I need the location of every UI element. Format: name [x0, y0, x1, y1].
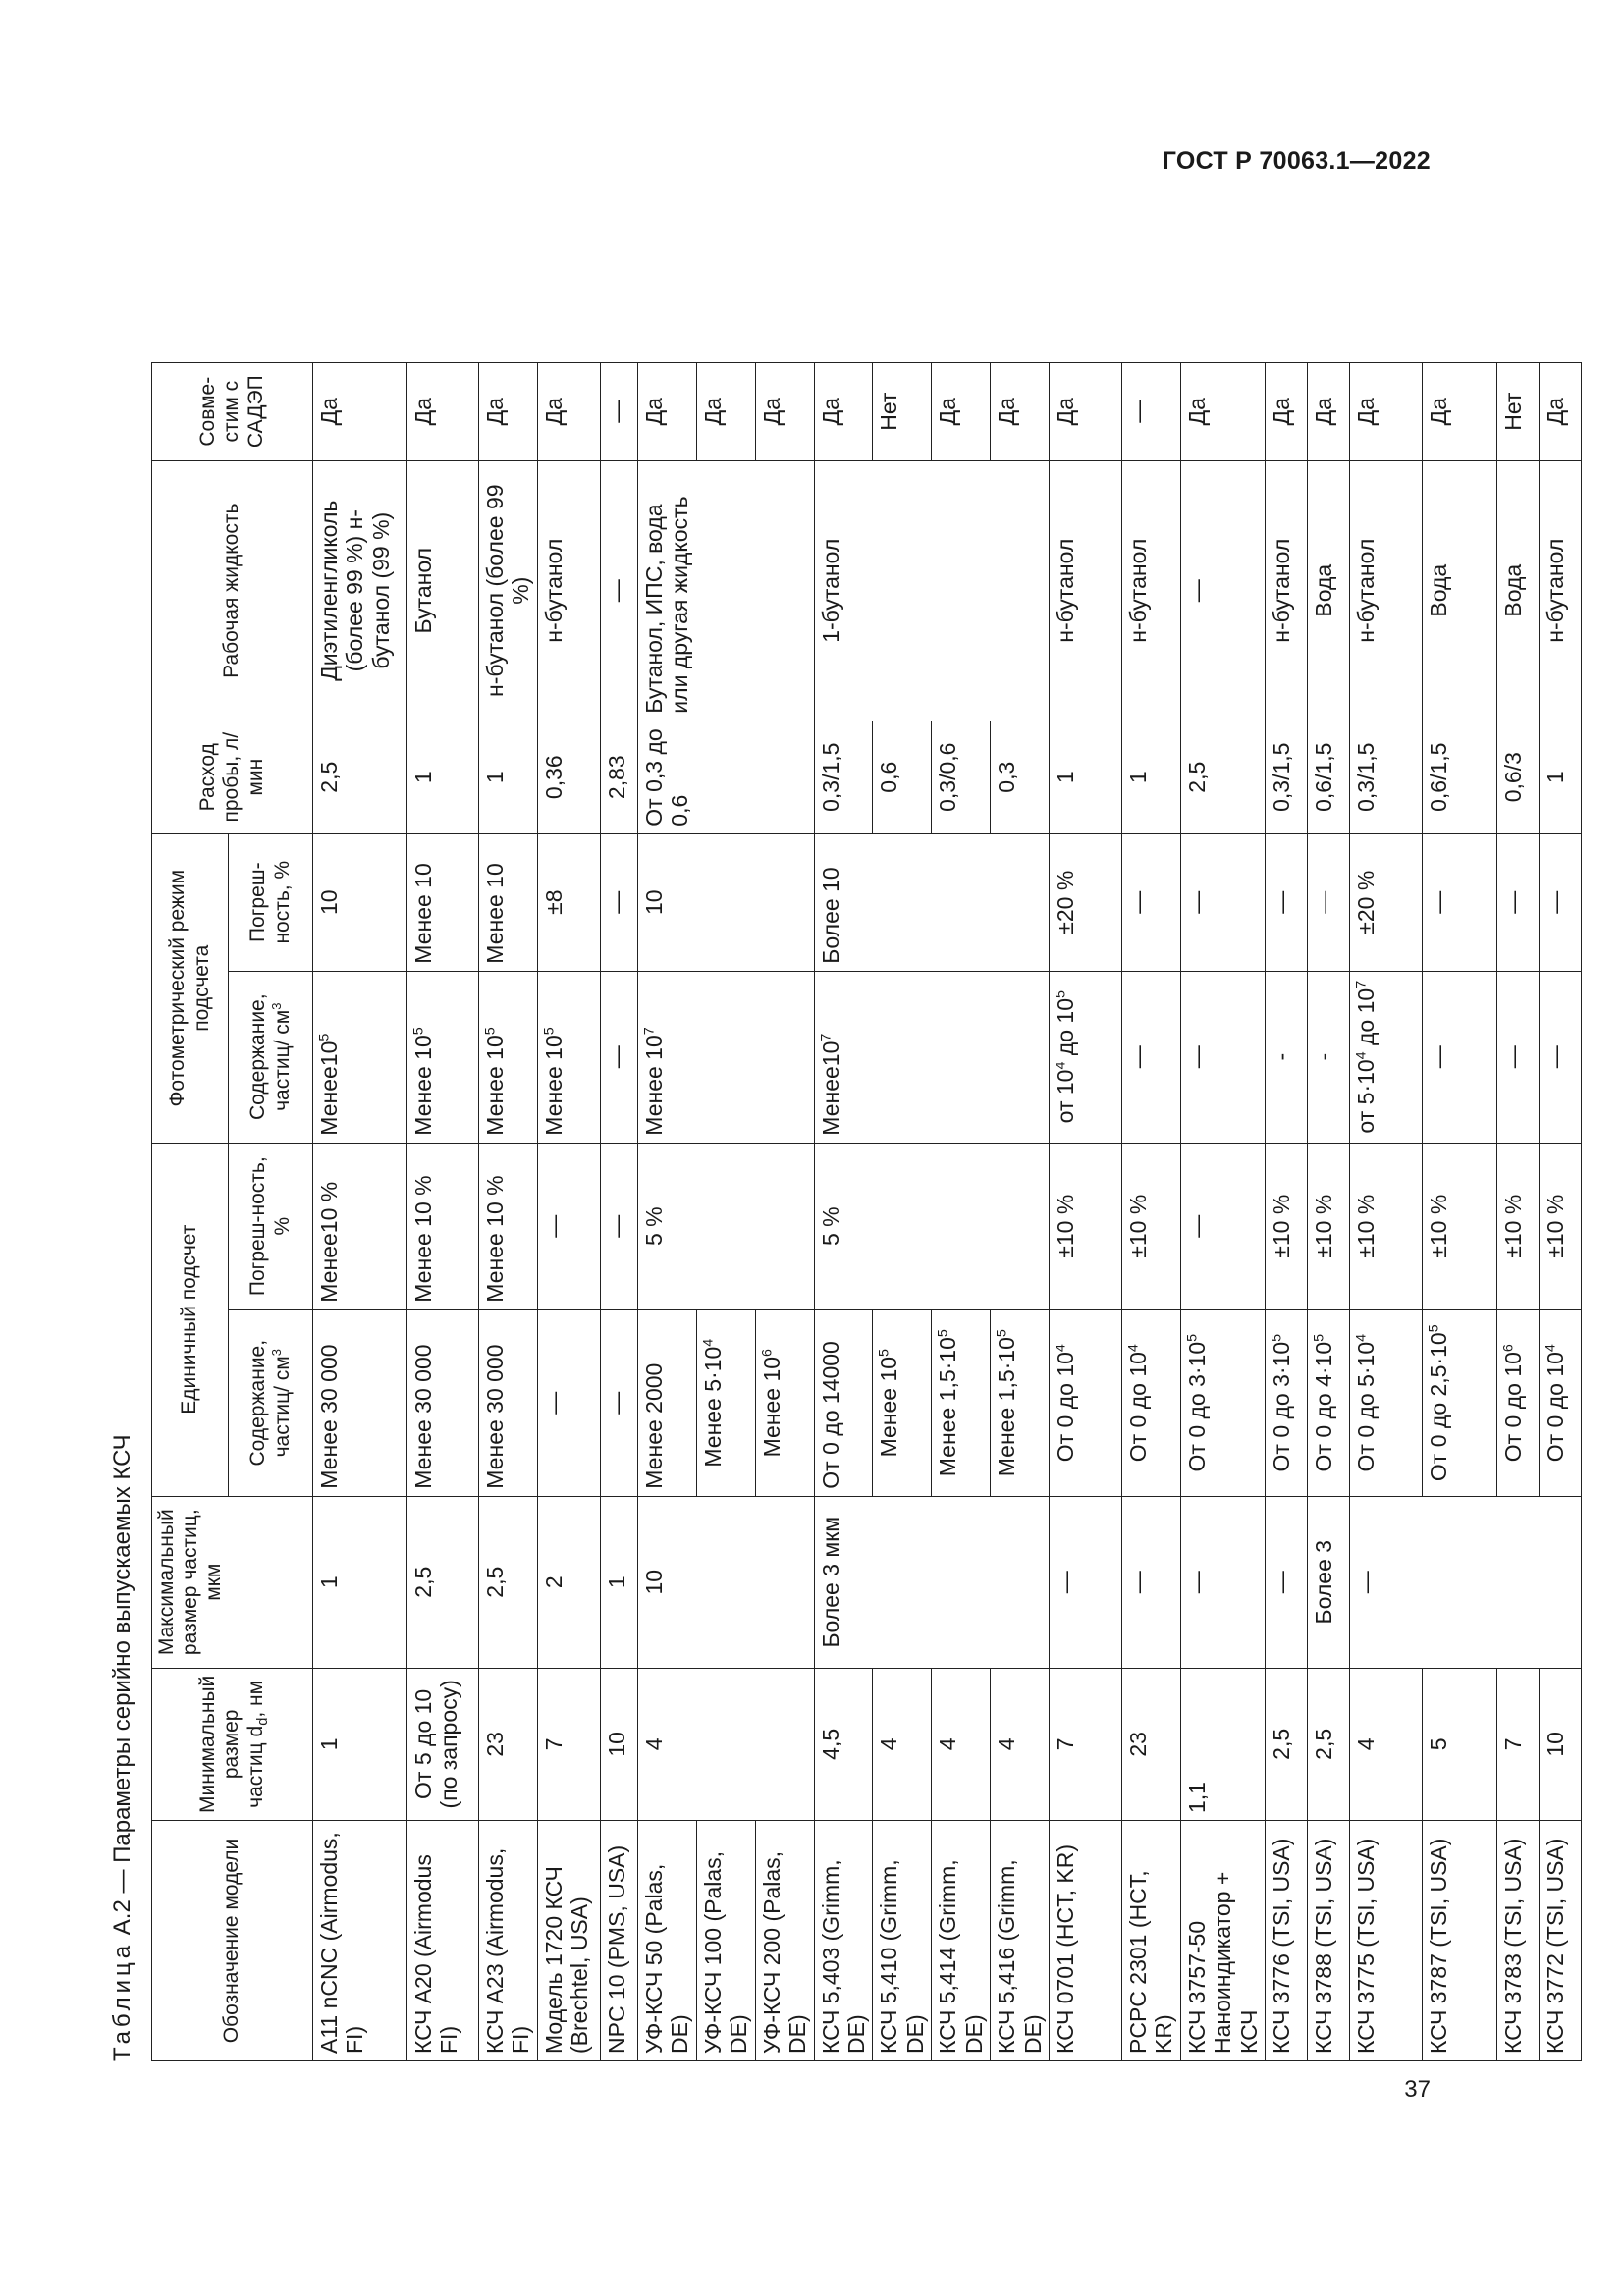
caption-text: А.2 — Параметры серийно выпускаемых КСЧ	[109, 1434, 135, 1936]
min-size-cell: 4	[873, 1668, 932, 1820]
photo-content-cell: —	[600, 971, 637, 1143]
single-error-cell: 5 %	[814, 1143, 1050, 1309]
max-size-cell: —	[1350, 1496, 1582, 1668]
fluid-cell: н-бутанол	[1266, 460, 1308, 721]
model-cell: УФ-КСЧ 200 (Palas, DE)	[755, 1821, 814, 2061]
table-row	[313, 362, 407, 2060]
model-cell: PCPC 2301 (HCT, KR)	[1122, 1821, 1181, 2061]
min-size-cell: 4,5	[814, 1668, 873, 1820]
min-size-cell: 10	[1540, 1668, 1582, 1820]
fluid-cell: Бутанол	[407, 460, 479, 721]
photo-error-cell: Менее 10	[407, 833, 479, 971]
min-size-cell: 4	[991, 1668, 1050, 1820]
min-size-cell: 7	[537, 1668, 600, 1820]
flow-cell: 1	[1050, 721, 1122, 833]
photo-error-cell: —	[1540, 833, 1582, 971]
single-content-cell: От 0 до $10^4$	[1050, 1309, 1122, 1496]
photo-error-cell: —	[1497, 833, 1540, 971]
single-content-cell: Менее $10^5$	[873, 1309, 932, 1496]
flow-cell: 1	[479, 721, 538, 833]
compat-cell: —	[1122, 362, 1181, 460]
single-content-cell: От 0 до $4\cdot 10^5$	[1308, 1309, 1350, 1496]
single-error-cell: —	[1180, 1143, 1265, 1309]
min-size-cell: 4	[1350, 1668, 1423, 1820]
header-max-size: Максимальный размер частиц, мкм	[152, 1496, 313, 1668]
table-row	[1540, 362, 1582, 2060]
flow-cell: 2,83	[600, 721, 637, 833]
single-error-cell: ±10 %	[1122, 1143, 1181, 1309]
max-size-cell: 1	[313, 1496, 407, 1668]
rotated-table-region	[108, 216, 1569, 2061]
compat-cell: Да	[932, 362, 991, 460]
model-cell: КСЧ 0701 (HCT, KR)	[1050, 1821, 1122, 2061]
photo-content-cell: $Менее10^5$	[313, 971, 407, 1143]
model-cell: КСЧ А20 (Airmodus FI)	[407, 1821, 479, 2061]
max-size-cell: 2	[537, 1496, 600, 1668]
single-content-cell: —	[537, 1309, 600, 1496]
compat-cell: Да	[313, 362, 407, 460]
photo-error-cell: Более 10	[814, 833, 1050, 971]
compat-cell: Да	[537, 362, 600, 460]
single-content-cell: От 0 до 14000	[814, 1309, 873, 1496]
header-single-count: Единичный подсчет	[152, 1143, 229, 1496]
min-size-cell: 1,1	[1180, 1668, 1265, 1820]
compat-cell: Да	[407, 362, 479, 460]
fluid-cell: Вода	[1497, 460, 1540, 721]
table-row	[1122, 362, 1181, 2060]
single-content-cell: Менее $10^6$	[755, 1309, 814, 1496]
fluid-cell: н-бутанол	[1050, 460, 1122, 721]
fluid-cell: Вода	[1423, 460, 1497, 721]
compat-cell: Да	[991, 362, 1050, 460]
flow-cell: От 0,3 до 0,6	[637, 721, 814, 833]
single-content-cell: Менее 2000	[637, 1309, 696, 1496]
photo-content-cell: Менее $10^7$	[637, 971, 814, 1143]
compat-cell: Нет	[1497, 362, 1540, 460]
max-size-cell: 2,5	[479, 1496, 538, 1668]
single-content-cell: Менее 30 000	[407, 1309, 479, 1496]
model-cell: КСЧ 5,416 (Grimm, DE)	[991, 1821, 1050, 2061]
photo-error-cell: —	[1122, 833, 1181, 971]
min-size-cell: 5	[1423, 1668, 1497, 1820]
min-size-cell: 2,5	[1266, 1668, 1308, 1820]
single-content-cell: Менее 30 000	[313, 1309, 407, 1496]
single-error-cell: ±10 %	[1350, 1143, 1423, 1309]
single-content-cell: От 0 до $5\cdot 10^4$	[1350, 1309, 1423, 1496]
single-content-cell: От 0 до $10^4$	[1540, 1309, 1582, 1496]
header-single-error: Погреш-ность, %	[229, 1143, 313, 1309]
photo-error-cell: Менее 10	[479, 833, 538, 971]
fluid-cell: н-бутанол (более 99 %)	[479, 460, 538, 721]
photo-error-cell: —	[1180, 833, 1265, 971]
min-size-cell: 7	[1497, 1668, 1540, 1820]
header-row-1	[152, 362, 229, 2060]
max-size-cell: —	[1180, 1496, 1265, 1668]
single-error-cell: ±10 %	[1308, 1143, 1350, 1309]
header-compat: Совме-стим с САДЭП	[152, 362, 313, 460]
fluid-cell: н-бутанол	[537, 460, 600, 721]
max-size-cell: 10	[637, 1496, 814, 1668]
photo-content-cell: $Менее10^7$	[814, 971, 1050, 1143]
photo-content-cell: -	[1308, 971, 1350, 1143]
table-row	[1497, 362, 1540, 2060]
table-row	[537, 362, 600, 2060]
compat-cell: Нет	[873, 362, 932, 460]
model-cell: КСЧ 5,414 (Grimm, DE)	[932, 1821, 991, 2061]
single-error-cell: Менее 10 %	[479, 1143, 538, 1309]
min-size-cell: 2,5	[1308, 1668, 1350, 1820]
table-row	[1308, 362, 1350, 2060]
model-cell: КСЧ 5,403 (Grimm, DE)	[814, 1821, 873, 2061]
model-cell: КСЧ 3772 (TSI, USA)	[1540, 1821, 1582, 2061]
flow-cell: 1	[1540, 721, 1582, 833]
photo-content-cell: Менее $10^5$	[479, 971, 538, 1143]
flow-cell: 0,3/1,5	[1266, 721, 1308, 833]
compat-cell: Да	[1180, 362, 1265, 460]
compat-cell: Да	[1266, 362, 1308, 460]
compat-cell: Да	[1050, 362, 1122, 460]
single-content-cell: Менее $1,5\cdot 10^5$	[932, 1309, 991, 1496]
photo-content-cell: -	[1266, 971, 1308, 1143]
compat-cell: Да	[1350, 362, 1423, 460]
table-row	[600, 362, 637, 2060]
model-cell: Модель 1720 КСЧ (Brechtel, USA)	[537, 1821, 600, 2061]
flow-cell: 0,3/1,5	[814, 721, 873, 833]
header-photometric: Фотометрический режим подсчета	[152, 833, 229, 1143]
flow-cell: 0,6/3	[1497, 721, 1540, 833]
max-size-cell: 2,5	[407, 1496, 479, 1668]
single-error-cell: —	[537, 1143, 600, 1309]
compat-cell: Да	[1540, 362, 1582, 460]
table-row	[637, 362, 696, 2060]
single-error-cell: Менее 10 %	[407, 1143, 479, 1309]
single-content-cell: От 0 до $3\cdot 10^5$	[1180, 1309, 1265, 1496]
caption-label: Таблица	[109, 1941, 135, 2061]
table-row	[1266, 362, 1308, 2060]
photo-error-cell: —	[1423, 833, 1497, 971]
parameters-table	[151, 362, 1582, 2061]
min-size-cell: 23	[479, 1668, 538, 1820]
flow-cell: 0,6/1,5	[1308, 721, 1350, 833]
model-cell: КСЧ 3788 (TSI, USA)	[1308, 1821, 1350, 2061]
fluid-cell: Бутанол, ИПС, вода или другая жидкость	[637, 460, 814, 721]
single-content-cell: От 0 до $2,5\cdot 10^5$	[1423, 1309, 1497, 1496]
single-error-cell: —	[600, 1143, 637, 1309]
single-content-cell: От 0 до $10^4$	[1122, 1309, 1181, 1496]
flow-cell: 1	[1122, 721, 1181, 833]
fluid-cell: Диэтиленгликоль (более 99 %) н-бутанол (99 %)	[313, 460, 407, 721]
photo-content-cell: от $10^4$ до $10^5$	[1050, 971, 1122, 1143]
compat-cell: Да	[637, 362, 696, 460]
photo-content-cell: —	[1122, 971, 1181, 1143]
photo-error-cell: 10	[313, 833, 407, 971]
table-row	[1423, 362, 1497, 2060]
table-row	[814, 362, 873, 2060]
photo-content-cell: —	[1540, 971, 1582, 1143]
compat-cell: Да	[755, 362, 814, 460]
header-min-size: Минимальный размер частиц $d_d$, нм	[152, 1668, 313, 1820]
header-model: Обозначение модели	[152, 1821, 313, 2061]
table-row	[1350, 362, 1423, 2060]
flow-cell: 0,6	[873, 721, 932, 833]
header-photo-error: Погреш-ность, %	[229, 833, 313, 971]
flow-cell: 0,3/1,5	[1350, 721, 1423, 833]
single-error-cell: ±10 %	[1423, 1143, 1497, 1309]
min-size-cell: 1	[313, 1668, 407, 1820]
flow-cell: 2,5	[1180, 721, 1265, 833]
header-photo-content: Содержание, частиц/ $см^3$	[229, 971, 313, 1143]
single-error-cell: ±10 %	[1050, 1143, 1122, 1309]
single-error-cell: Менее10 %	[313, 1143, 407, 1309]
flow-cell: 0,36	[537, 721, 600, 833]
model-cell: КСЧ 3775 (TSI, USA)	[1350, 1821, 1423, 2061]
max-size-cell: —	[1266, 1496, 1308, 1668]
model-cell: КСЧ 3757-50 Наноиндикатор + КСЧ	[1180, 1821, 1265, 2061]
document-id: ГОСТ Р 70063.1—2022	[1162, 147, 1431, 175]
photo-error-cell: 10	[637, 833, 814, 971]
single-content-cell: От 0 до $10^6$	[1497, 1309, 1540, 1496]
single-content-cell: От 0 до $3\cdot 10^5$	[1266, 1309, 1308, 1496]
fluid-cell: —	[1180, 460, 1265, 721]
single-error-cell: ±10 %	[1540, 1143, 1582, 1309]
single-content-cell: Менее 30 000	[479, 1309, 538, 1496]
min-size-cell: 4	[932, 1668, 991, 1820]
fluid-cell: —	[600, 460, 637, 721]
compat-cell: —	[600, 362, 637, 460]
fluid-cell: Вода	[1308, 460, 1350, 721]
page-number: 37	[1404, 2076, 1431, 2103]
photo-error-cell: ±20 %	[1350, 833, 1423, 971]
photo-content-cell: от $5\cdot 10^4$ до $10^7$	[1350, 971, 1423, 1143]
header-flow: Расход пробы, л/мин	[152, 721, 313, 833]
photo-content-cell: —	[1180, 971, 1265, 1143]
photo-content-cell: Менее $10^5$	[407, 971, 479, 1143]
table-row	[1180, 362, 1265, 2060]
max-size-cell: 1	[600, 1496, 637, 1668]
model-cell: NPC 10 (PMS, USA)	[600, 1821, 637, 2061]
min-size-cell: 23	[1122, 1668, 1181, 1820]
flow-cell: 0,3/0,6	[932, 721, 991, 833]
model-cell: КСЧ 3783 (TSI, USA)	[1497, 1821, 1540, 2061]
flow-cell: 0,6/1,5	[1423, 721, 1497, 833]
single-content-cell: Менее $5\cdot 10^4$	[696, 1309, 755, 1496]
single-error-cell: ±10 %	[1497, 1143, 1540, 1309]
photo-content-cell: —	[1497, 971, 1540, 1143]
model-cell: УФ-КСЧ 100 (Palas, DE)	[696, 1821, 755, 2061]
compat-cell: Да	[814, 362, 873, 460]
fluid-cell: н-бутанол	[1122, 460, 1181, 721]
compat-cell: Да	[1308, 362, 1350, 460]
header-fluid: Рабочая жидкость	[152, 460, 313, 721]
table-caption	[108, 1434, 137, 2061]
single-content-cell: Менее $1,5\cdot 10^5$	[991, 1309, 1050, 1496]
model-cell: КСЧ А23 (Airmodus, FI)	[479, 1821, 538, 2061]
table-row	[1050, 362, 1122, 2060]
min-size-cell: От 5 до 10 (по запросу)	[407, 1668, 479, 1820]
table-row	[479, 362, 538, 2060]
header-single-content: Содержание, частиц/ $см^3$	[229, 1309, 313, 1496]
fluid-cell: н-бутанол	[1350, 460, 1423, 721]
photo-error-cell: —	[600, 833, 637, 971]
min-size-cell: 10	[600, 1668, 637, 1820]
single-content-cell: —	[600, 1309, 637, 1496]
max-size-cell: Более 3 мкм	[814, 1496, 1050, 1668]
photo-content-cell: Менее $10^5$	[537, 971, 600, 1143]
model-cell: КСЧ 5,410 (Grimm, DE)	[873, 1821, 932, 2061]
model-cell: А11 nCNC (Airmodus, FI)	[313, 1821, 407, 2061]
flow-cell: 2,5	[313, 721, 407, 833]
model-cell: УФ-КСЧ 50 (Palas, DE)	[637, 1821, 696, 2061]
fluid-cell: н-бутанол	[1540, 460, 1582, 721]
flow-cell: 1	[407, 721, 479, 833]
model-cell: КСЧ 3787 (TSI, USA)	[1423, 1821, 1497, 2061]
table-row	[407, 362, 479, 2060]
max-size-cell: Более 3	[1308, 1496, 1350, 1668]
compat-cell: Да	[479, 362, 538, 460]
single-error-cell: ±10 %	[1266, 1143, 1308, 1309]
min-size-cell: 7	[1050, 1668, 1122, 1820]
photo-content-cell: —	[1423, 971, 1497, 1143]
model-cell: КСЧ 3776 (TSI, USA)	[1266, 1821, 1308, 2061]
photo-error-cell: ±20 %	[1050, 833, 1122, 971]
single-error-cell: 5 %	[637, 1143, 814, 1309]
max-size-cell: —	[1050, 1496, 1122, 1668]
min-size-cell: 4	[637, 1668, 814, 1820]
photo-error-cell: —	[1266, 833, 1308, 971]
flow-cell: 0,3	[991, 721, 1050, 833]
photo-error-cell: ±8	[537, 833, 600, 971]
photo-error-cell: —	[1308, 833, 1350, 971]
compat-cell: Да	[696, 362, 755, 460]
max-size-cell: —	[1122, 1496, 1181, 1668]
compat-cell: Да	[1423, 362, 1497, 460]
fluid-cell: 1-бутанол	[814, 460, 1050, 721]
